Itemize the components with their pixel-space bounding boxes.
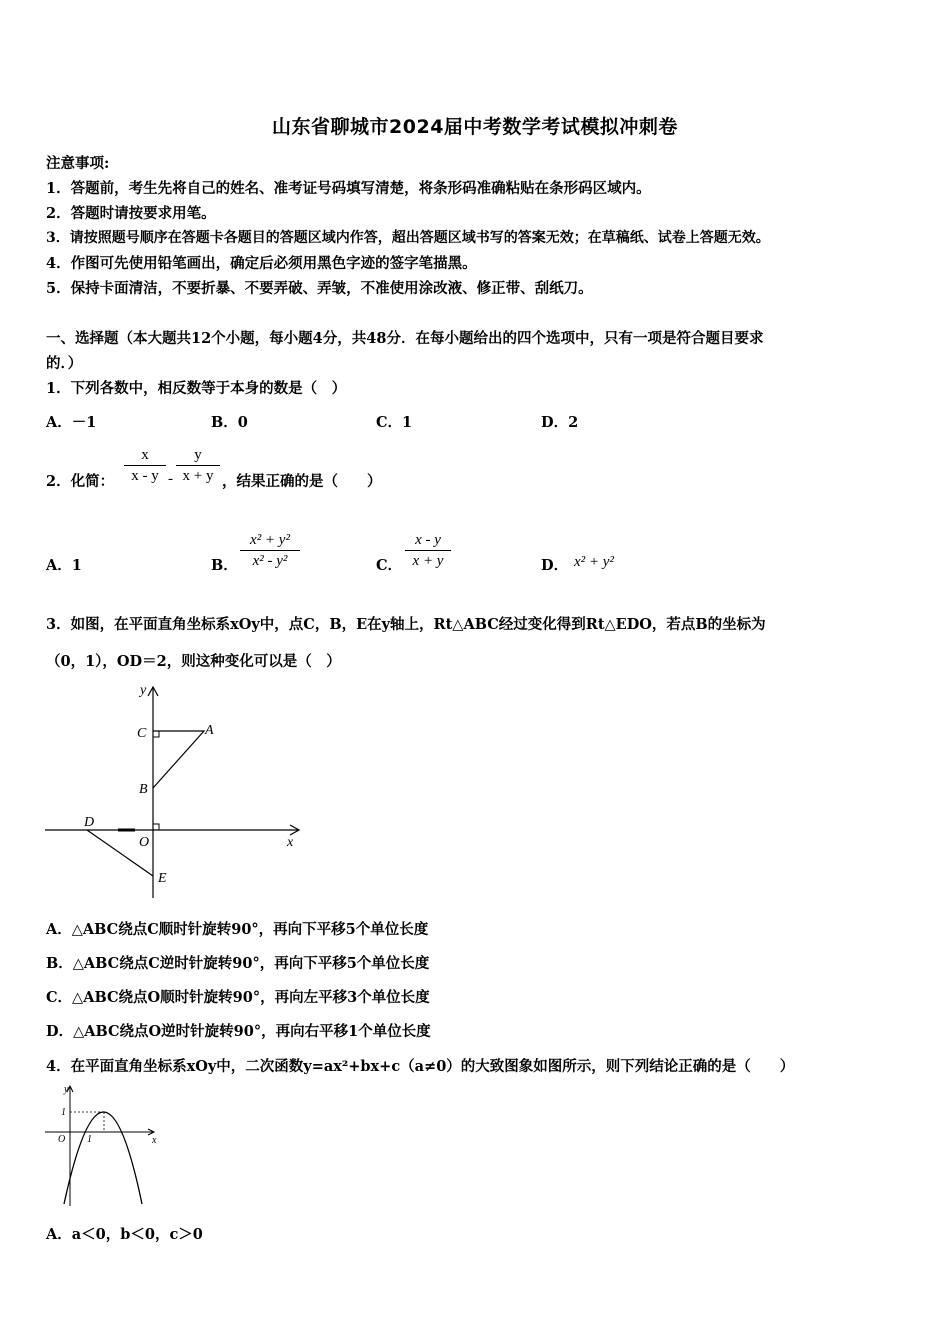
q2-option-b-label: B． bbox=[211, 557, 238, 574]
right-angle-mark bbox=[153, 731, 159, 737]
q3-option-b: B．△ABC绕点C逆时针旋转90°，再向下平移5个单位长度 bbox=[46, 955, 430, 972]
q2-option-c-fraction bbox=[405, 531, 451, 570]
q1-option-d: D．2 bbox=[541, 414, 579, 431]
fraction-numerator: y bbox=[194, 447, 202, 463]
label-o: O bbox=[139, 835, 150, 850]
parabola bbox=[64, 1112, 142, 1204]
fraction-numerator: x - y bbox=[415, 532, 441, 548]
q3-stem-line1: 3．如图，在平面直角坐标系xOy中，点C，B，E在y轴上，Rt△ABC经过变化得到Rt△EDO，若点B的坐标为 bbox=[46, 616, 766, 633]
q2-fraction-2 bbox=[176, 446, 220, 485]
q2-option-d-label: D． bbox=[541, 557, 569, 574]
label-y: y bbox=[64, 1084, 69, 1095]
fraction-denominator: x + y bbox=[412, 553, 444, 569]
q3-stem-line2: （0，1），OD＝2，则这种变化可以是（ ） bbox=[46, 653, 341, 670]
q3-figure bbox=[40, 676, 310, 904]
notice-item: 5．保持卡面清洁，不要折暴、不要弄破、弄皱，不准使用涂改液、修正带、刮纸刀。 bbox=[46, 280, 593, 297]
section-heading-cont: 的．） bbox=[46, 355, 83, 372]
label-y: y bbox=[140, 683, 147, 698]
fraction-denominator: x - y bbox=[131, 468, 159, 484]
fraction-numerator: x bbox=[141, 447, 149, 463]
q2-fraction-1 bbox=[124, 446, 166, 485]
fraction-denominator: x² - y² bbox=[252, 553, 288, 569]
q4-stem: 4．在平面直角坐标系xOy中，二次函数y=ax²+bx+c（a≠0）的大致图象如图所示，则下列结论正确的是（ ） bbox=[46, 1058, 795, 1075]
q2-prefix: 2．化简： bbox=[46, 473, 115, 490]
q4-figure bbox=[42, 1082, 162, 1210]
q3-option-d: D．△ABC绕点O逆时针旋转90°，再向右平移1个单位长度 bbox=[46, 1023, 431, 1040]
label-c: C bbox=[137, 726, 147, 741]
fraction-denominator: x + y bbox=[182, 468, 214, 484]
q1-stem: 1．下列各数中，相反数等于本身的数是（ ） bbox=[46, 380, 347, 397]
q4-option-a: A．a＜0，b＜0，c＞0 bbox=[46, 1226, 203, 1243]
right-angle-mark bbox=[153, 824, 159, 830]
q2-minus: - bbox=[168, 471, 173, 487]
notice-heading: 注意事项: bbox=[46, 155, 110, 172]
label-a: A bbox=[205, 723, 214, 738]
fraction-numerator: x² + y² bbox=[250, 532, 290, 548]
q2-option-c-label: C． bbox=[376, 557, 403, 574]
notice-item: 2．答题时请按要求用笔。 bbox=[46, 205, 216, 222]
q2-option-b-fraction bbox=[240, 531, 300, 570]
q1-option-b: B．0 bbox=[211, 414, 248, 431]
label-x: x bbox=[152, 1135, 157, 1146]
q2-option-d-expr: x² + y² bbox=[574, 554, 614, 570]
section-heading: 一、选择题（本大题共12个小题，每小题4分，共48分．在每小题给出的四个选项中，只有一项是符合题目要求 bbox=[46, 330, 764, 347]
q3-option-a: A．△ABC绕点C顺时针旋转90°，再向下平移5个单位长度 bbox=[46, 921, 429, 938]
q1-option-a: A．－1 bbox=[46, 414, 97, 431]
label-o: O bbox=[58, 1134, 66, 1145]
q1-option-c: C．1 bbox=[376, 414, 413, 431]
page-title: 山东省聊城市2024届中考数学考试模拟冲刺卷 bbox=[272, 116, 678, 138]
label-one-y: 1 bbox=[61, 1107, 66, 1118]
notice-item: 3．请按照题号顺序在答题卡各题目的答题区域内作答，超出答题区域书写的答案无效；在草稿纸、试卷上答题无效。 bbox=[46, 230, 770, 246]
q2-suffix: ，结果正确的是（ ） bbox=[222, 473, 382, 490]
label-b: B bbox=[139, 782, 148, 797]
label-one-x: 1 bbox=[87, 1134, 92, 1145]
triangle-abc bbox=[153, 731, 204, 788]
q2-option-a: A．1 bbox=[46, 557, 82, 574]
notice-item: 4．作图可先使用铅笔画出，确定后必须用黑色字迹的签字笔描黑。 bbox=[46, 255, 477, 272]
q3-option-c: C．△ABC绕点O顺时针旋转90°，再向左平移3个单位长度 bbox=[46, 989, 430, 1006]
label-x: x bbox=[287, 835, 294, 850]
label-d: D bbox=[84, 815, 95, 830]
label-e: E bbox=[158, 871, 167, 886]
notice-item: 1．答题前，考生先将自己的姓名、准考证号码填写清楚，将条形码准确粘贴在条形码区域内。 bbox=[46, 180, 651, 197]
